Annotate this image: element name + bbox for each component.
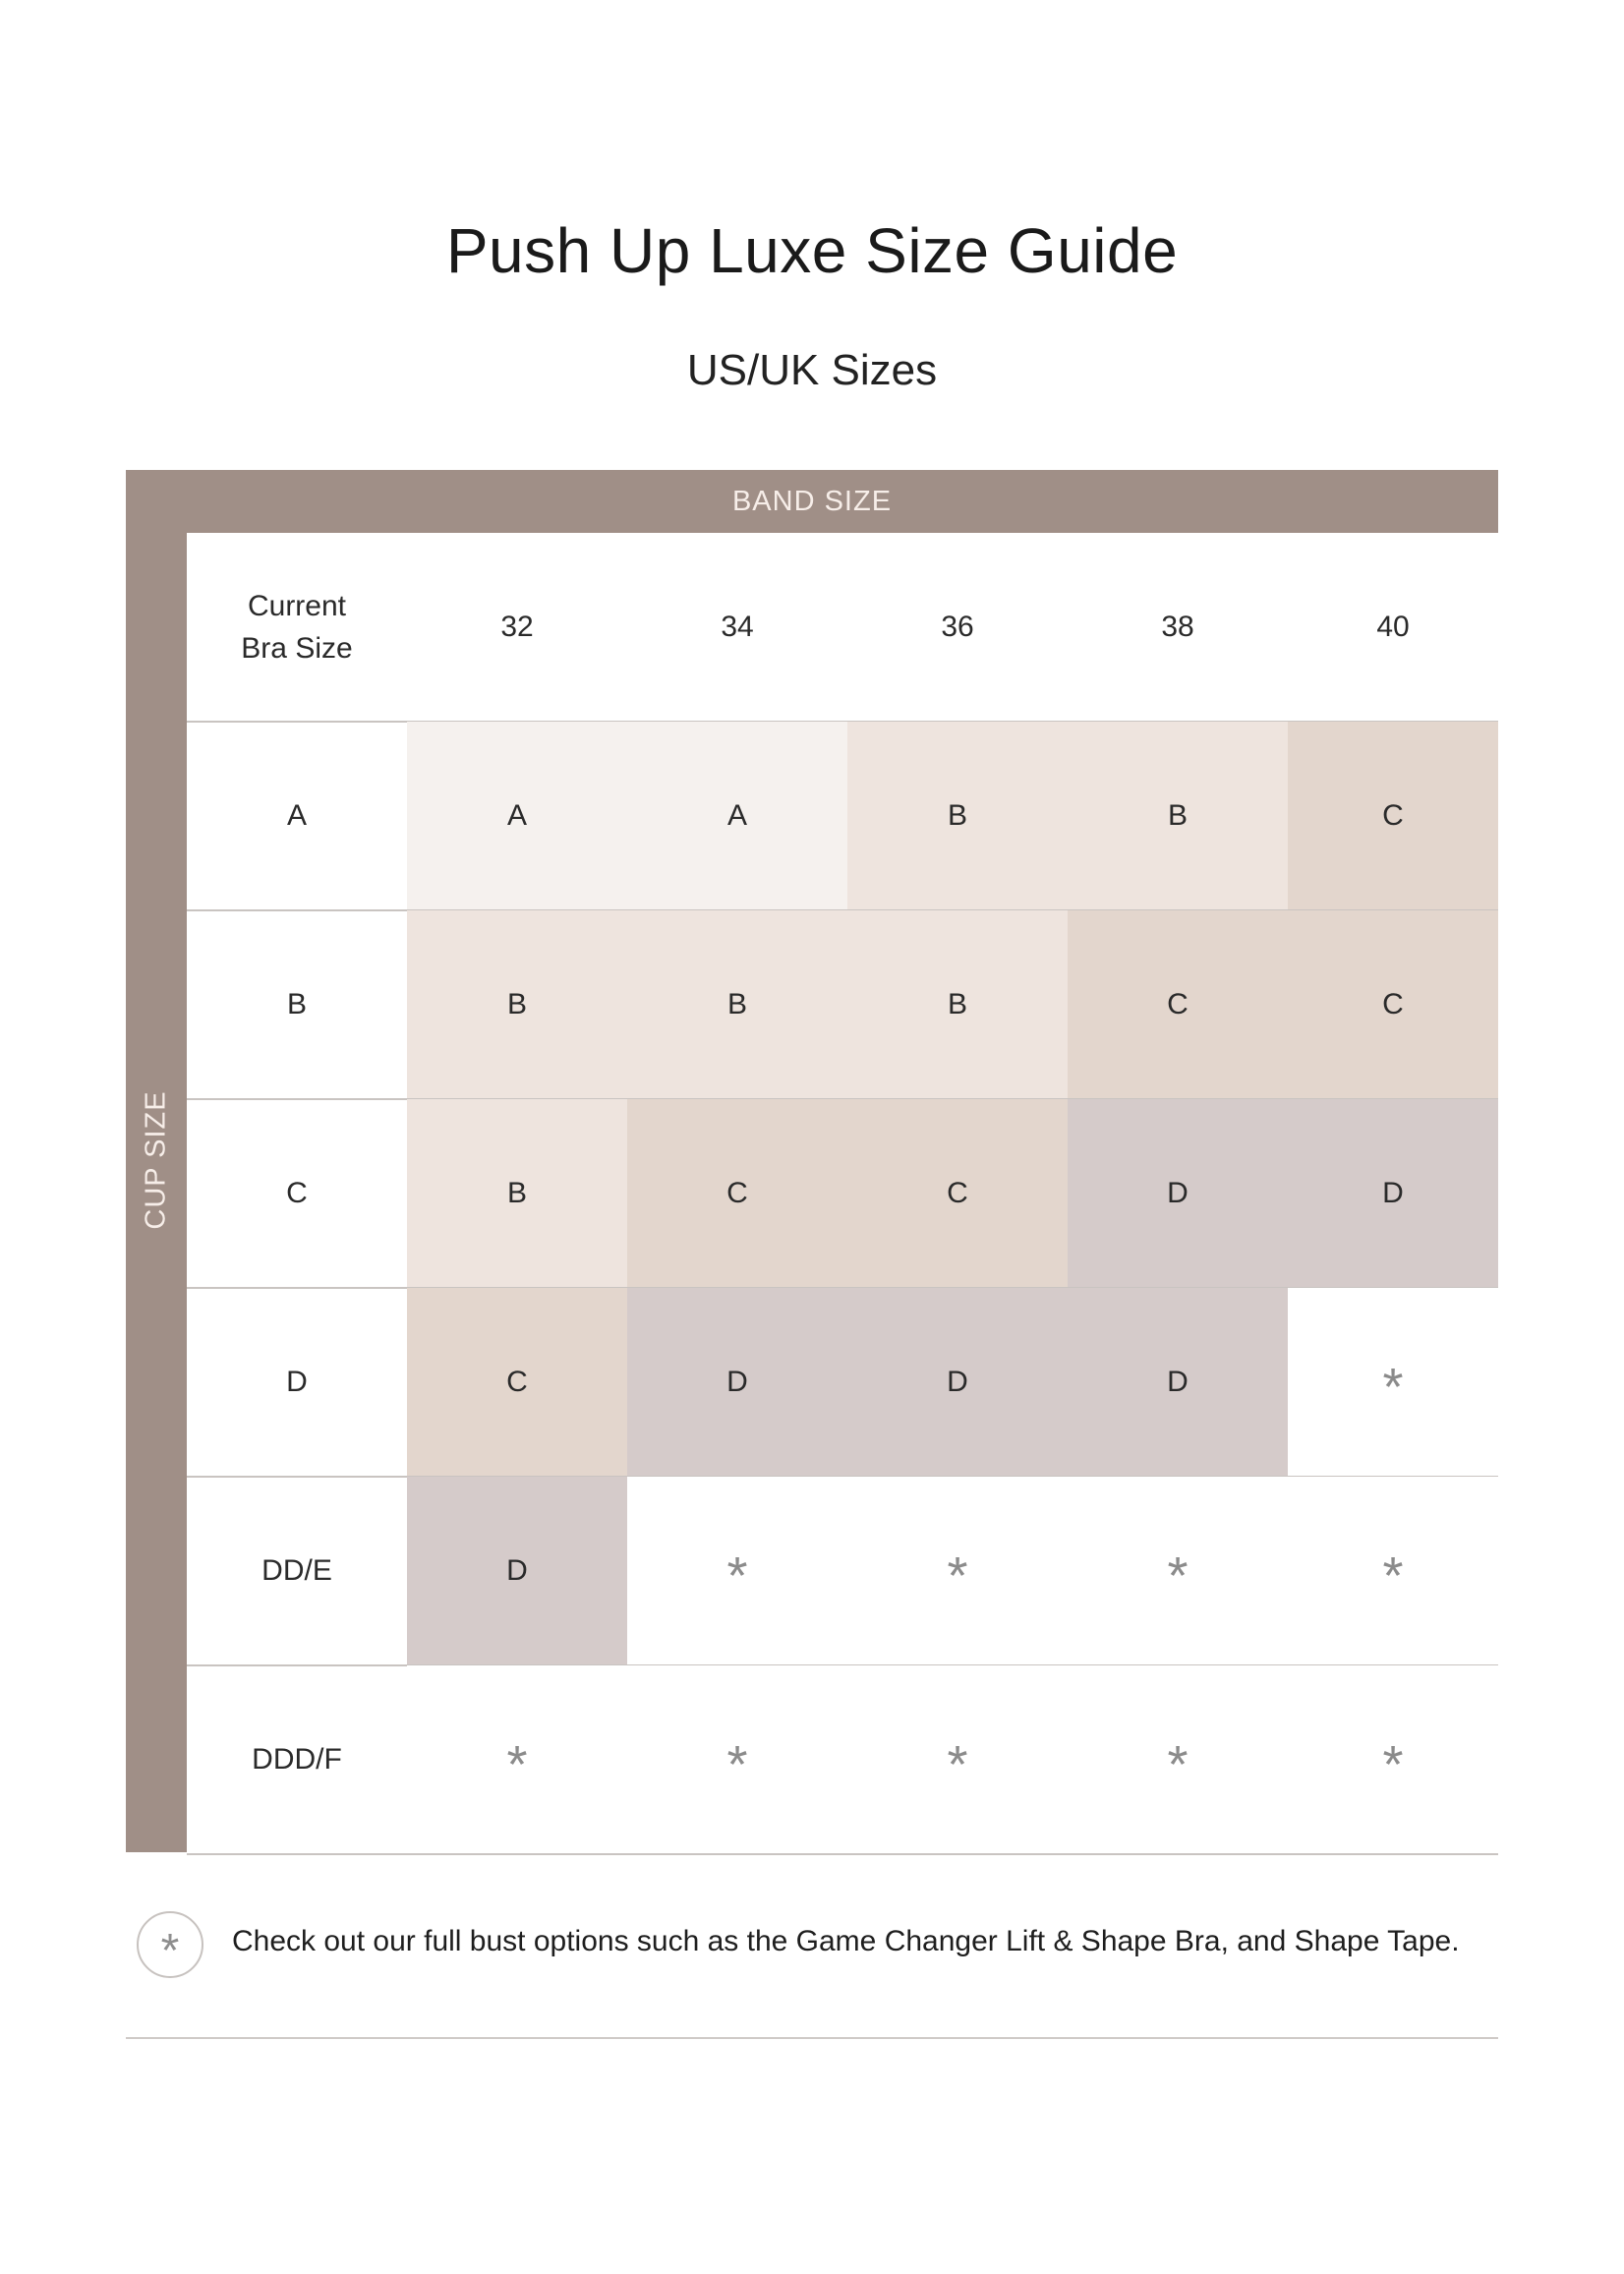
size-cell-value: D <box>726 1366 748 1398</box>
size-cell-value: C <box>1167 988 1189 1020</box>
size-cell <box>407 1099 627 1288</box>
size-cell <box>407 1288 627 1477</box>
star-icon: * <box>947 1735 968 1794</box>
full-bust-cell <box>1288 1477 1498 1665</box>
full-bust-cell <box>847 1477 1068 1665</box>
size-cell-value: C <box>1382 799 1404 832</box>
band-header-36: 36 <box>941 611 974 643</box>
size-cell-value: C <box>947 1177 968 1209</box>
size-cell <box>627 722 847 910</box>
band-size-label: BAND SIZE <box>731 486 893 517</box>
star-icon: * <box>1382 1546 1404 1605</box>
star-icon: * <box>726 1735 748 1794</box>
size-cell-value: A <box>726 799 747 832</box>
size-cell-value: C <box>1382 988 1404 1020</box>
size-cell <box>1068 1099 1288 1288</box>
size-cell-value: B <box>506 1177 527 1209</box>
size-cell <box>627 910 847 1099</box>
size-cell-value: D <box>947 1366 968 1398</box>
size-cell-value: D <box>1167 1177 1189 1209</box>
band-header-38: 38 <box>1161 611 1194 643</box>
star-icon: * <box>506 1735 528 1794</box>
footnote-text: Check out our full bust options such as the Game Changer Lift & Shape Bra, and Shape Tape. <box>232 1925 1460 1957</box>
full-bust-cell <box>1288 1288 1498 1477</box>
size-cell-value: B <box>947 988 967 1020</box>
cup-row-label: DDD/F <box>252 1743 342 1776</box>
page-title: Push Up Luxe Size Guide <box>445 215 1179 286</box>
full-bust-cell <box>627 1665 847 1854</box>
footnote-star-symbol: * <box>160 1925 180 1977</box>
full-bust-cell <box>627 1477 847 1665</box>
size-cell-value: C <box>506 1366 528 1398</box>
cup-row-label: A <box>286 799 307 832</box>
star-icon: * <box>1382 1358 1404 1417</box>
size-cell-value: A <box>506 799 527 832</box>
star-icon: * <box>1167 1735 1189 1794</box>
page-subtitle: US/UK Sizes <box>686 346 938 394</box>
size-cell <box>1288 910 1498 1099</box>
star-icon: * <box>1382 1735 1404 1794</box>
band-header-34: 34 <box>721 611 754 643</box>
star-icon: * <box>726 1546 748 1605</box>
size-cell <box>847 910 1068 1099</box>
star-icon: * <box>947 1546 968 1605</box>
size-cell <box>407 910 627 1099</box>
size-cell <box>1068 722 1288 910</box>
size-cell <box>1068 1288 1288 1477</box>
size-cell-value: B <box>726 988 747 1020</box>
cup-row-label: B <box>286 988 307 1020</box>
bottom-divider <box>126 2037 1498 2039</box>
size-cell <box>627 1099 847 1288</box>
star-icon <box>137 1911 203 1978</box>
size-cell <box>407 722 627 910</box>
band-header-40: 40 <box>1376 611 1410 643</box>
size-cell <box>847 722 1068 910</box>
size-cell-value: D <box>1382 1177 1404 1209</box>
header-current-bra-size: Current Bra Size <box>241 590 353 665</box>
size-cell-value: B <box>1167 799 1188 832</box>
size-cell-value: C <box>726 1177 748 1209</box>
size-cell-value: B <box>947 799 967 832</box>
full-bust-cell <box>1068 1477 1288 1665</box>
size-cell <box>847 1288 1068 1477</box>
size-cell <box>1288 1099 1498 1288</box>
cup-row-label: DD/E <box>261 1554 332 1587</box>
full-bust-cell <box>1288 1665 1498 1854</box>
cup-size-label: CUP SIZE <box>140 1090 172 1230</box>
size-cell <box>407 1477 627 1665</box>
row-divider <box>187 1853 1498 1855</box>
cup-row-label: C <box>286 1177 308 1209</box>
size-cell-value: B <box>506 988 527 1020</box>
full-bust-cell <box>847 1665 1068 1854</box>
cup-row-label: D <box>286 1366 308 1398</box>
star-icon: * <box>1167 1546 1189 1605</box>
band-header-32: 32 <box>500 611 534 643</box>
size-cell-value: D <box>1167 1366 1189 1398</box>
size-cell <box>1068 910 1288 1099</box>
full-bust-cell <box>1068 1665 1288 1854</box>
size-cell <box>627 1288 847 1477</box>
size-cell <box>847 1099 1068 1288</box>
size-table <box>187 533 1498 1852</box>
full-bust-cell <box>407 1665 627 1854</box>
size-cell-value: D <box>506 1554 528 1587</box>
size-cell <box>1288 722 1498 910</box>
